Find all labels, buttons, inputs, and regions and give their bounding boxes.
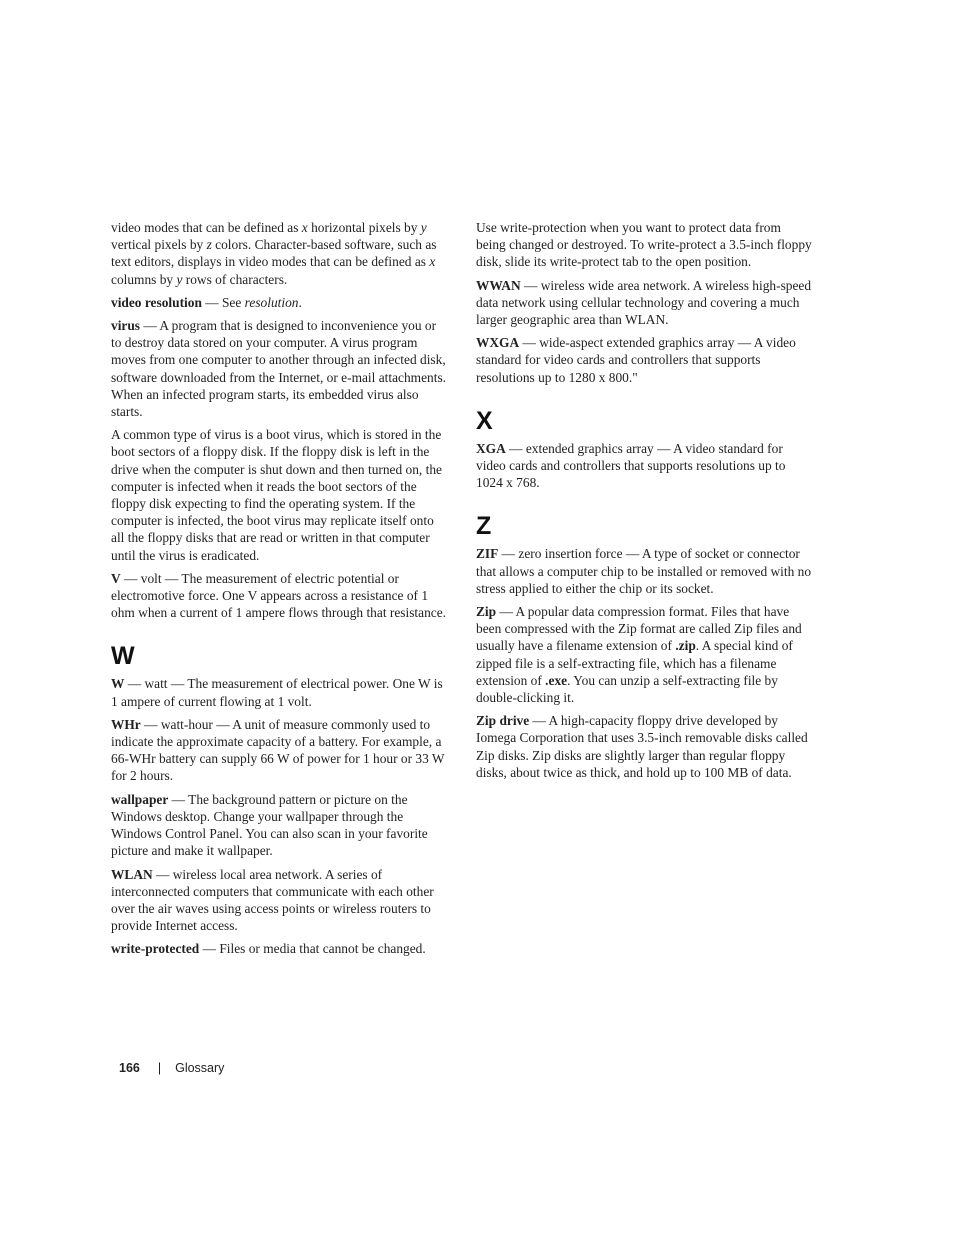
entry-zip [476, 603, 813, 706]
text: horizontal pixels by [307, 220, 421, 235]
extension-zip: .zip [675, 638, 696, 654]
section-heading-z: Z [476, 512, 492, 541]
definition: . A special kind of zipped file is a self-extracting file, which has a filename extension of [476, 638, 793, 688]
cross-reference: resolution [244, 294, 299, 310]
page-footer [119, 1061, 224, 1075]
entry-zif [476, 545, 813, 597]
section-heading-x: X [476, 406, 493, 435]
term: WLAN [111, 866, 153, 882]
definition: — A popular data compression format. Files that have been compressed with the Zip format are called Zip files and usually have a filename extension of [476, 604, 802, 654]
write-protected-continued: Use write-protection when you want to protect data from being changed or destroyed. To write-protect a 3.5-inch floppy disk, slide its write-protect tab to the open position. [476, 220, 812, 270]
var-y: y [420, 220, 427, 235]
definition: . You can unzip a self-extracting file by double-clicking it. [476, 672, 778, 706]
definition: — extended graphics array — A video standard for video cards and controllers that supports resolutions up to 1024 x 768. [476, 440, 786, 491]
entry-zip-drive [476, 712, 813, 781]
entry-w [111, 675, 448, 709]
term: XGA [476, 440, 506, 456]
term: Zip [476, 604, 497, 620]
entry-write-protected [111, 940, 448, 957]
term: video resolution [111, 294, 202, 310]
definition: — The background pattern or picture on the Windows desktop. Change your wallpaper through the Windows Control Panel. You can also scan in your favorite picture and make it wallpaper. [111, 791, 428, 859]
var-x: x [301, 220, 308, 235]
definition: — wireless wide area network. A wireless high-speed data network using cellular technology and covering a much larger geographic area than WLAN. [476, 277, 812, 328]
entry-whr [111, 716, 448, 785]
var-x: x [429, 254, 436, 270]
term: WHr [111, 716, 141, 732]
entry-wxga [476, 334, 813, 386]
var-z: z [206, 237, 212, 253]
video-modes-paragraph [111, 219, 448, 288]
definition: — wireless local area network. A series of interconnected computers that communicate with each other over the air waves using access points or wireless routers to provide Internet access. [111, 866, 434, 934]
virus-paragraph-2: A common type of virus is a boot virus, which is stored in the boot sectors of a floppy disk. If the floppy disk is left in the drive when the computer is shut down and then turned on, the computer is infected when it reads the boot sectors of the floppy disk expecting to find the operating system. If the computer is infected, the boot virus may replicate itself onto all the floppy disks that are read or written in that computer until the virus is eradicated. [111, 427, 442, 563]
term: Zip drive [476, 713, 530, 729]
term: WWAN [476, 277, 521, 293]
entry-wwan [476, 277, 813, 329]
term: V [111, 570, 121, 586]
entry-wlan [111, 866, 448, 935]
var-y: y [176, 271, 183, 287]
term: WXGA [476, 335, 520, 351]
text: colors. Character-based software, such as text editors, displays in video modes that can be defined as [111, 237, 437, 270]
definition: — watt — The measurement of electrical power. One W is 1 ampere of current flowing at 1 volt. [111, 676, 443, 709]
section-name: Glossary [175, 1061, 225, 1075]
definition: — Files or media that cannot be changed. [199, 941, 426, 957]
entry-v [111, 570, 448, 622]
definition: — wide-aspect extended graphics array — A video standard for video cards and controllers that supports resolutions up to 1280 x 800." [476, 335, 796, 385]
term: ZIF [476, 546, 499, 562]
text: . [298, 294, 302, 310]
right-column [476, 219, 813, 787]
left-column [111, 219, 448, 964]
definition: — See [201, 294, 245, 310]
text: columns by [111, 271, 177, 287]
definition: — watt-hour — A unit of measure commonly used to indicate the approximate capacity of a battery. For example, a 66-WHr battery can supply 66 W of power for 1 hour or 33 W for 2 hours. [111, 716, 445, 784]
term: virus [111, 318, 141, 334]
text: video modes that can be defined as [111, 220, 302, 235]
definition: — A high-capacity floppy drive developed by Iomega Corporation that uses 3.5-inch removable disks called Zip disks. Zip disks are slightly larger than regular floppy disks, about twice as thick, and hold up to 100 MB of data. [476, 713, 808, 780]
term: W [111, 676, 125, 692]
page-number: 166 [119, 1061, 140, 1075]
extension-exe: .exe [545, 672, 568, 688]
section-heading-w: W [111, 642, 135, 671]
entry-video-resolution [111, 294, 448, 311]
definition: — zero insertion force — A type of socket or connector that allows a computer chip to be installed or removed with no stress applied to either the chip or its socket. [476, 546, 812, 596]
text: rows of characters. [182, 271, 288, 287]
entry-virus [111, 317, 448, 420]
term: wallpaper [111, 791, 169, 807]
term: write-protected [111, 941, 200, 957]
entry-xga [476, 440, 813, 492]
text: vertical pixels by [111, 237, 207, 253]
footer-separator: | [157, 1061, 162, 1075]
definition: — A program that is designed to inconvenience you or to destroy data stored on your computer. A virus program moves from one computer to another through an infected disk, software downloaded from the Internet, or e-mail attachments. When an infected program starts, its embedded virus also starts. [111, 318, 447, 420]
entry-wallpaper [111, 791, 448, 860]
definition: — volt — The measurement of electric potential or electromotive force. One V appears across a resistance of 1 ohm when a current of 1 ampere flows through that resistance. [111, 570, 447, 621]
